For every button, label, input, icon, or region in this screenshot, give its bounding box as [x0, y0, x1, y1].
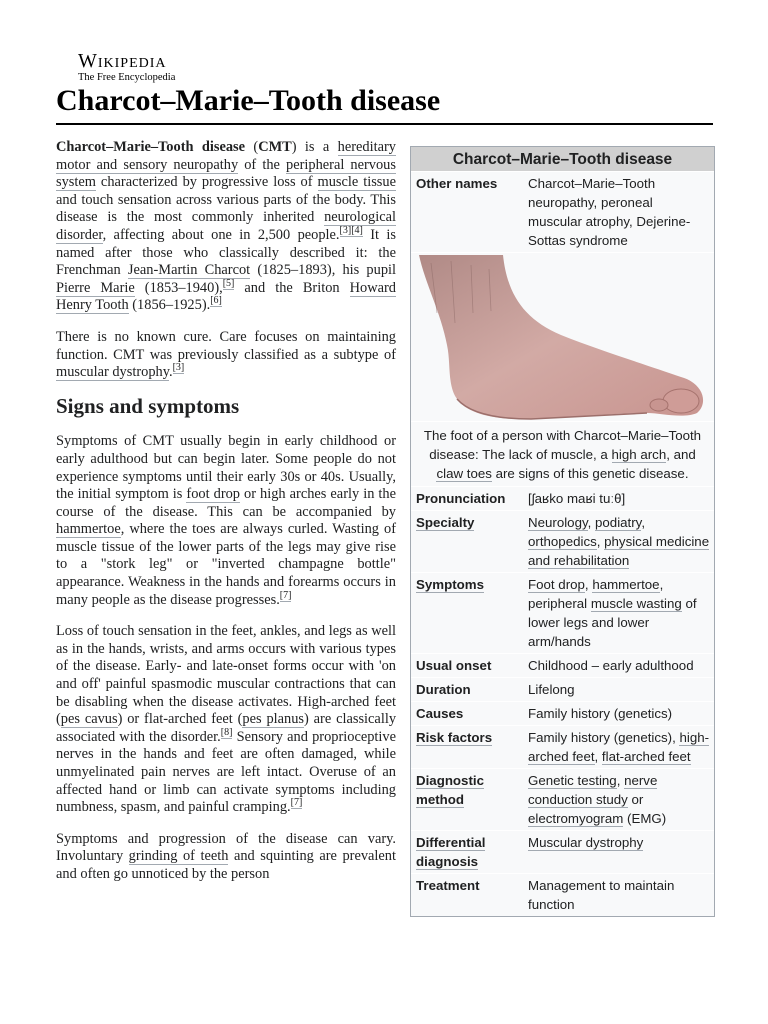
infobox-row-pronunciation [411, 486, 714, 510]
foot-image-caption [411, 421, 714, 486]
link-high-arched-feet[interactable]: high-arched feet [528, 730, 710, 764]
infobox [410, 146, 715, 917]
text: ) is a [291, 139, 338, 155]
infobox-row-treatment [411, 873, 714, 916]
link-foot-drop[interactable]: foot drop [186, 486, 241, 503]
link-genetic-testing[interactable]: Genetic testing [528, 773, 617, 788]
infobox-label: Causes [416, 706, 464, 721]
ref-7[interactable]: [7] [290, 797, 303, 809]
link-flat-arched-feet[interactable]: flat-arched feet [601, 749, 691, 764]
link-hereditary-neuropathy[interactable]: hereditary motor and sensory neuropathy [56, 139, 396, 173]
text: Family history (genetics), [528, 730, 680, 745]
text: . [168, 364, 173, 381]
link-physical-medicine[interactable]: physical medicine and rehabilitation [528, 534, 710, 568]
text: (1825–1893), his pupil [250, 262, 397, 279]
bold-abbr: CMT [258, 139, 292, 155]
link-muscle-tissue[interactable]: muscle tissue [317, 174, 396, 191]
text: It is named after those who classically described it: the Frenchman [56, 226, 396, 279]
link-specialty[interactable]: Specialty [416, 515, 475, 530]
text: , peripheral [528, 577, 664, 611]
bold-subject: Charcot–Marie–Tooth disease [56, 139, 246, 155]
text: Sensory and proprioceptive nerves in the hands and feet are often damaged, while unmyelinated pain nerves are left intact. Overuse of an affected hand or limb can activate symptoms including numbness, spasm, and painful cramping. [56, 728, 396, 816]
wikipedia-logo[interactable]: Wikipedia [78, 50, 167, 72]
text: or [627, 792, 644, 807]
link-high-arch[interactable]: high arch [611, 447, 667, 462]
infobox-row-symptoms [411, 572, 714, 653]
text: Symptoms of CMT usually begin in early childhood or early adulthood but can begin later. Some people do not experience symptoms until their early 30s or 40s. Usually, the initial symptom is [56, 433, 396, 503]
link-neurological-disorder[interactable]: neurological disorder [56, 209, 396, 243]
text: There is no known cure. Care focuses on maintaining function. CMT was previously classified as a subtype of [56, 328, 396, 363]
section-heading-signs: Signs and symptoms [56, 393, 240, 418]
link-hammertoe-infobox[interactable]: hammertoe [592, 577, 660, 592]
text: The foot of a person with Charcot–Marie–Tooth disease: The lack of muscle, a [423, 428, 702, 462]
text: characterized by progressive loss of [95, 174, 318, 191]
text: (EMG) [623, 811, 667, 826]
ref-6[interactable]: [6] [210, 295, 222, 307]
link-orthopedics[interactable]: orthopedics [528, 534, 597, 549]
link-foot-drop-infobox[interactable]: Foot drop [528, 577, 585, 592]
link-pierre-marie[interactable]: Pierre Marie [56, 279, 135, 296]
cure-paragraph [56, 329, 396, 382]
text: and squinting are prevalent and often go unnoticed by the person [56, 848, 397, 882]
text: , [641, 515, 646, 530]
link-grinding-of-teeth[interactable]: grinding of teeth [128, 848, 229, 865]
text: and touch sensation across various parts of the body. This disease is the most commonly inherited [56, 191, 396, 226]
page-title: Charcot–Marie–Tooth disease [56, 84, 441, 117]
link-neurology[interactable]: Neurology [528, 515, 588, 530]
text: , and [666, 447, 696, 462]
infobox-row-other-names [411, 171, 714, 252]
link-electromyogram[interactable]: electromyogram [528, 811, 624, 826]
text: and the Briton [234, 279, 350, 296]
infobox-value: Management to maintain function [528, 878, 675, 912]
text: , [616, 773, 625, 788]
text: , [587, 515, 596, 530]
infobox-value: [ʃaʁko maʁi tuːθ] [528, 491, 626, 506]
infobox-value [528, 511, 710, 572]
infobox-row-specialty [411, 510, 714, 572]
text: of the [238, 156, 286, 173]
infobox-row-diagnostic-method [411, 768, 714, 830]
ref-8[interactable]: [8] [220, 726, 233, 738]
intro-paragraph [56, 139, 396, 315]
link-risk-factors[interactable]: Risk factors [416, 730, 493, 745]
ref-4[interactable]: [4] [351, 224, 363, 236]
infobox-value: Family history (genetics) [528, 706, 673, 721]
text: , affecting about one in 2,500 people. [102, 226, 340, 243]
link-podiatry[interactable]: podiatry [595, 515, 642, 530]
infobox-row-usual-onset [411, 653, 714, 677]
link-muscular-dystrophy-infobox[interactable]: Muscular dystrophy [528, 835, 644, 850]
text: , [594, 749, 602, 764]
text: , [596, 534, 605, 549]
infobox-row-differential-diagnosis [411, 830, 714, 873]
text: ) are classically associated with the disorder. [56, 711, 397, 745]
infobox-row-causes [411, 701, 714, 725]
link-diagnostic-method[interactable]: Diagnostic method [416, 773, 484, 807]
infobox-value [528, 726, 710, 768]
text: (1853–1940), [134, 279, 223, 296]
link-claw-toes[interactable]: claw toes [436, 466, 492, 481]
link-hammertoe[interactable]: hammertoe [56, 521, 121, 538]
article-body [56, 139, 396, 898]
link-peripheral-nervous-system[interactable]: peripheral nervous system [56, 156, 396, 191]
text: or high arches early in the course of the disease. This can be accompanied by [56, 486, 396, 520]
symptoms-paragraph-1 [56, 433, 396, 609]
ref-7[interactable]: [7] [279, 589, 292, 601]
ref-3[interactable]: [3] [339, 224, 352, 236]
link-symptoms[interactable]: Symptoms [416, 577, 484, 592]
text: , [584, 577, 593, 592]
ref-5[interactable]: [5] [222, 277, 235, 289]
foot-photo-icon [411, 253, 714, 421]
title-divider [56, 123, 713, 125]
link-howard-henry-tooth[interactable]: Howard Henry Tooth [56, 279, 396, 314]
text: (1856–1925). [128, 297, 211, 314]
text: are signs of this genetic disease. [491, 466, 689, 481]
infobox-title: Charcot–Marie–Tooth disease [411, 147, 714, 171]
infobox-label: Pronunciation [416, 491, 506, 506]
infobox-label: Treatment [416, 878, 480, 893]
wikipedia-tagline: The Free Encyclopedia [78, 72, 176, 83]
link-pes-cavus[interactable]: pes cavus [60, 711, 118, 728]
link-pes-planus[interactable]: pes planus [242, 711, 305, 728]
text: Symptoms and progression of the disease can vary. Involuntary [56, 830, 396, 865]
symptoms-paragraph-2 [56, 623, 396, 817]
infobox-value [528, 573, 710, 653]
symptoms-paragraph-3 [56, 831, 396, 884]
infobox-row-risk-factors [411, 725, 714, 768]
ref-3[interactable]: [3] [172, 362, 185, 374]
text: ) or flat-arched feet ( [117, 711, 243, 728]
foot-image[interactable] [411, 252, 714, 421]
infobox-label: Usual onset [416, 658, 492, 673]
infobox-value: Charcot–Marie–Tooth neuropathy, peroneal muscular atrophy, Dejerine-Sottas syndrome [528, 176, 691, 248]
infobox-value: Childhood – early adulthood [528, 658, 694, 673]
link-jean-martin-charcot[interactable]: Jean-Martin Charcot [127, 262, 251, 279]
text: of lower legs and lower arm/hands [528, 596, 697, 649]
link-muscular-dystrophy[interactable]: muscular dystrophy [56, 364, 169, 381]
infobox-value [528, 769, 710, 830]
infobox-value: Lifelong [528, 682, 575, 697]
text: ( [245, 139, 259, 155]
infobox-row-duration [411, 677, 714, 701]
infobox-label: Other names [416, 176, 498, 191]
link-differential-diagnosis[interactable]: Differential diagnosis [416, 835, 486, 869]
text: , where the toes are always curled. Wasting of muscle tissue of the lower parts of the legs may give rise to a "stork leg" or "inverted champagne bottle" appearance. Weakness in the hands and forearms occurs in many people as the disease progresses. [56, 521, 396, 608]
link-nerve-conduction-study[interactable]: nerve conduction study [528, 773, 658, 807]
link-muscle-wasting[interactable]: muscle wasting [590, 596, 682, 611]
infobox-value [528, 831, 710, 873]
text: Loss of touch sensation in the feet, ankles, and legs as well as in the hands, wrists, and arms occurs with various types of the disease. Early- and late-onset forms occur with 'on and off' painful spasmodic muscular contractions that can be disabling when the disease activates. High-arched feet ( [56, 623, 396, 728]
infobox-label: Duration [416, 682, 471, 697]
